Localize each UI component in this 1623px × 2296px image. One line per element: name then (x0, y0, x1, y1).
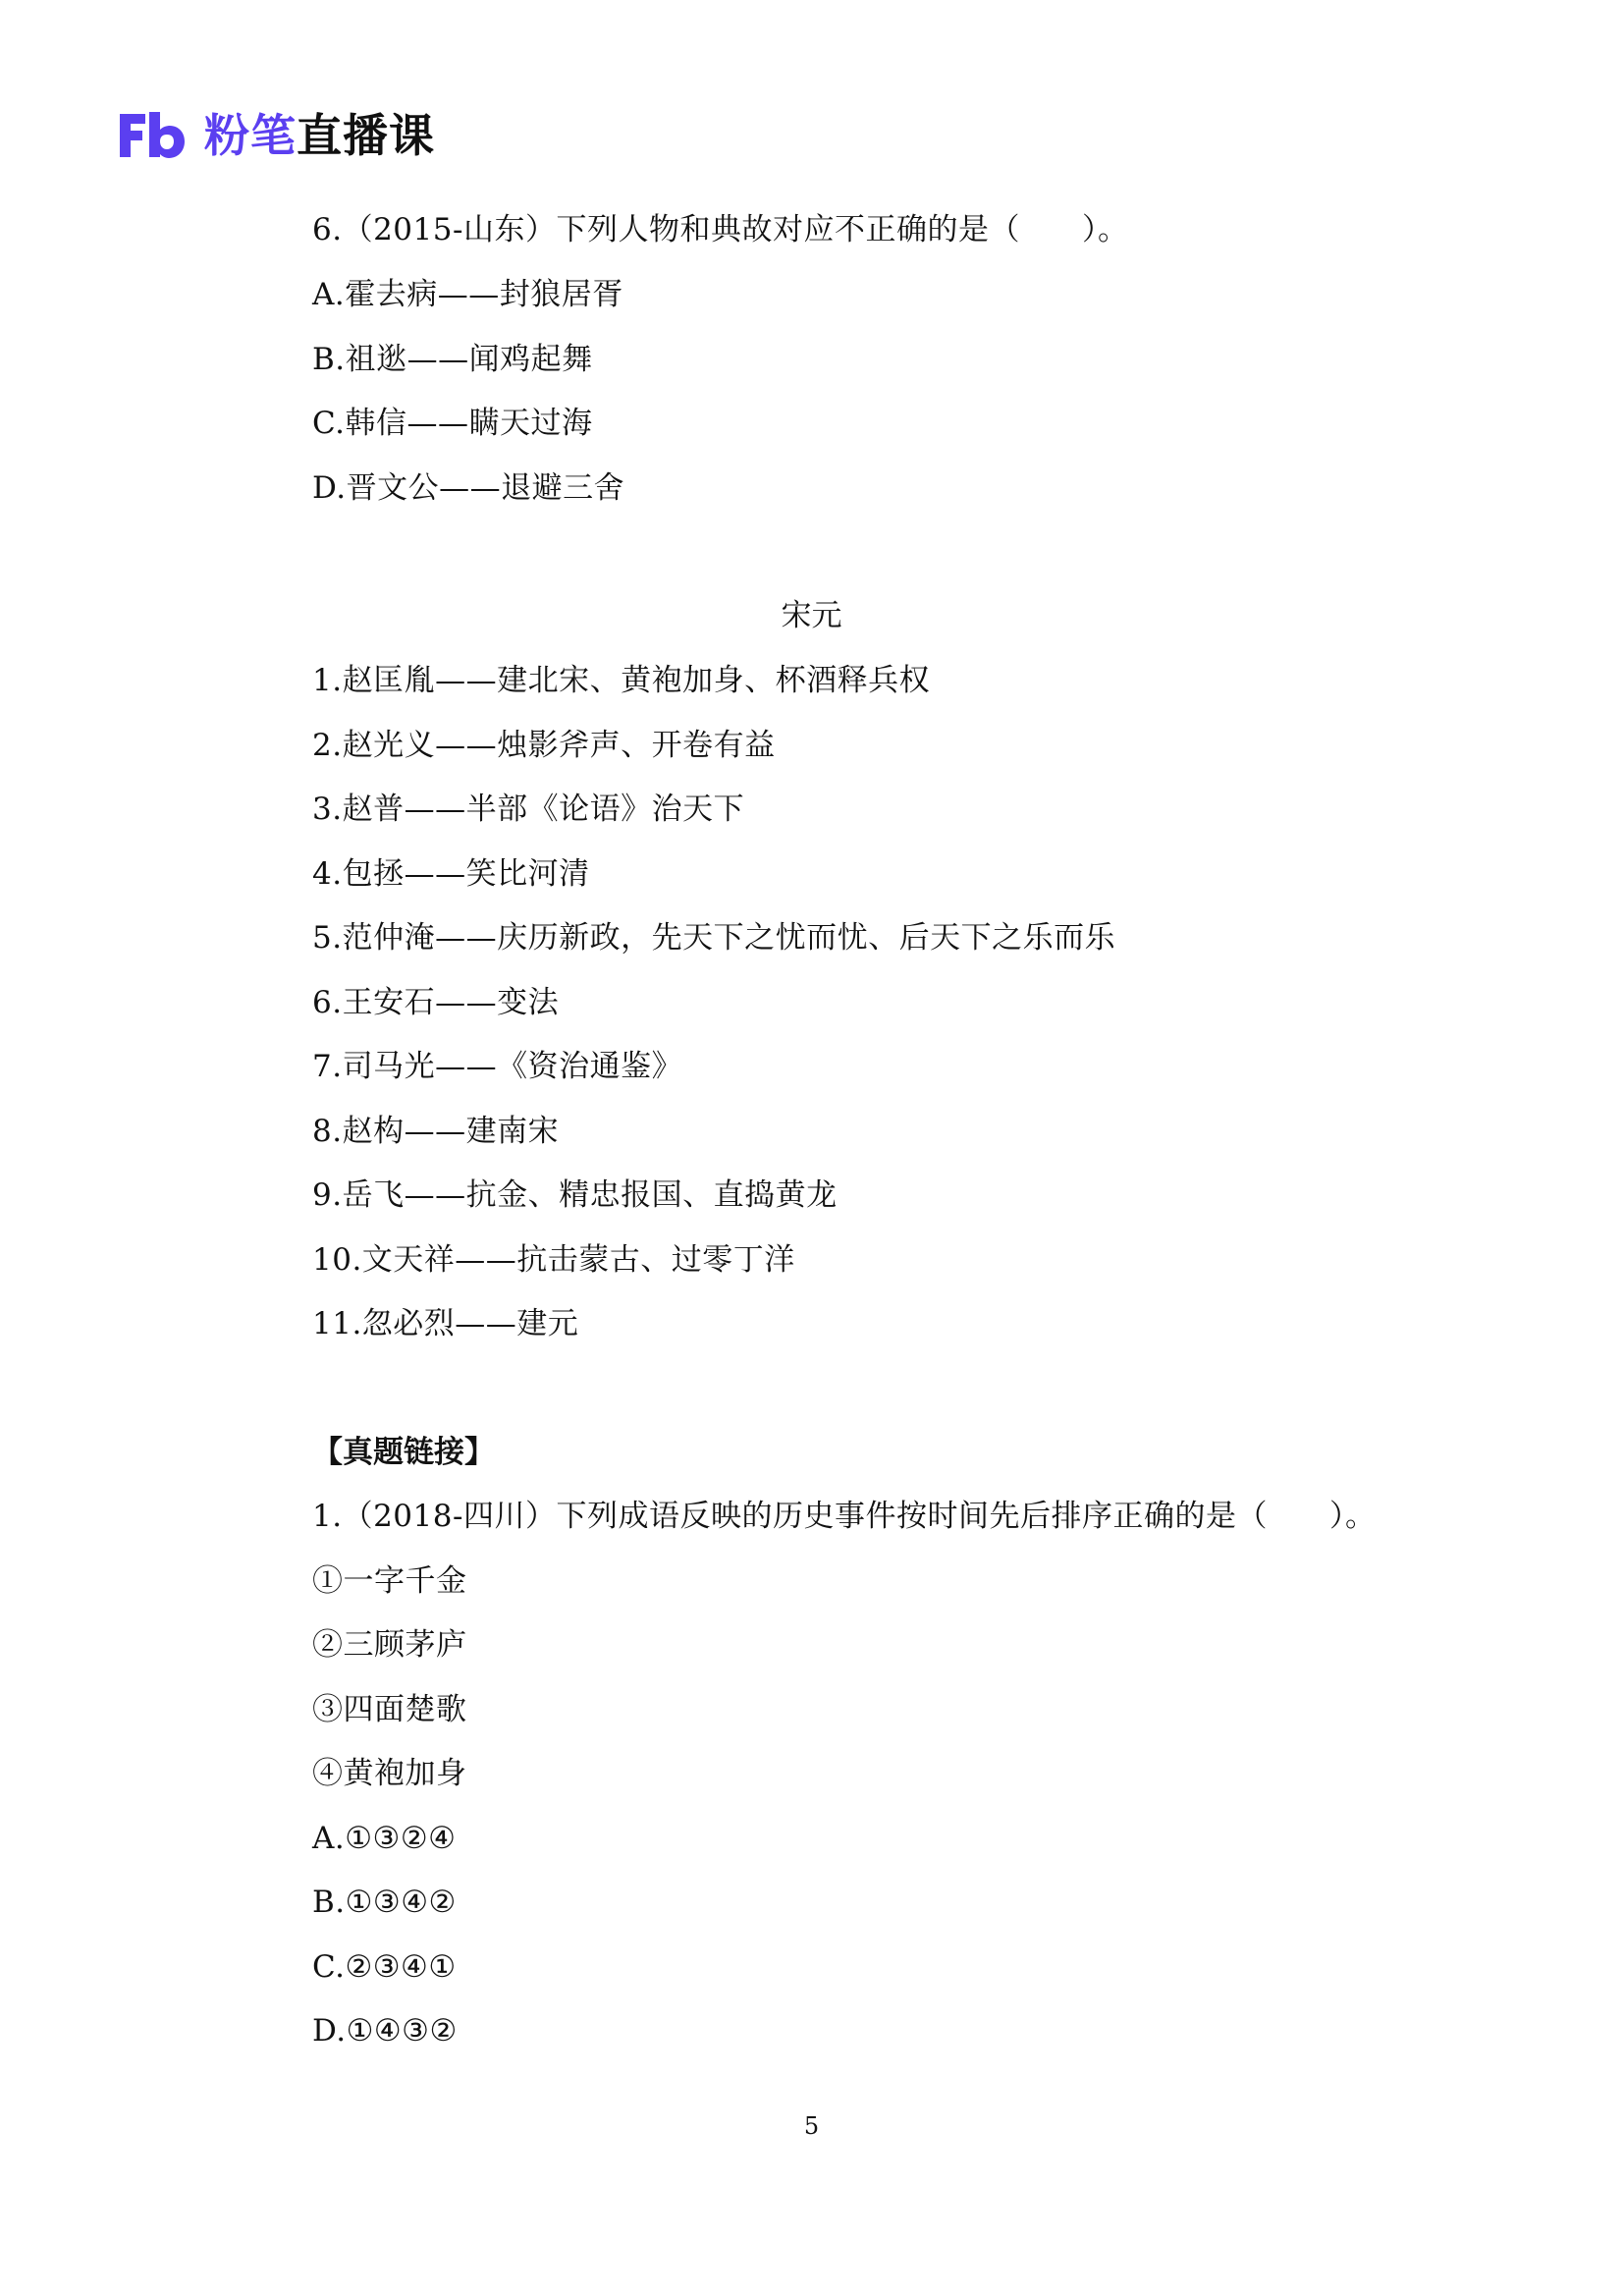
real-question1-item: ②三顾茅庐 (312, 1627, 467, 1663)
section-title-song-yuan: 宋元 (781, 598, 842, 633)
logo-brand: 粉笔 (204, 109, 297, 162)
real-question1-item: ④黄袍加身 (312, 1756, 467, 1791)
list-item: 1.赵匡胤——建北宋、黄袍加身、杯酒释兵权 (312, 663, 931, 698)
real-questions-title: 【真题链接】 (312, 1435, 495, 1470)
question6-option-b: B.祖逖——闻鸡起舞 (312, 342, 593, 377)
real-question1-option-c: C.②③④① (312, 1949, 457, 1985)
question6-option-d: D.晋文公——退避三舍 (312, 470, 625, 506)
fb-logo-icon (116, 110, 187, 161)
real-question1-item: ①一字千金 (312, 1563, 467, 1599)
list-item: 3.赵普——半部《论语》治天下 (312, 792, 745, 827)
list-item: 2.赵光义——烛影斧声、开卷有益 (312, 728, 776, 763)
real-question1-option-b: B.①③④② (312, 1885, 457, 1920)
list-item: 8.赵构——建南宋 (312, 1114, 560, 1149)
logo-text (204, 106, 435, 165)
real-question1-stem: 1.（2018-四川）下列成语反映的历史事件按时间先后排序正确的是（ ）。 (312, 1499, 1377, 1534)
logo-product: 直播课 (297, 109, 435, 162)
list-item: 11.忽必烈——建元 (312, 1306, 579, 1341)
list-item: 9.岳飞——抗金、精忠报国、直捣黄龙 (312, 1177, 838, 1213)
real-question1-option-d: D.①④③② (312, 2013, 458, 2049)
list-item: 6.王安石——变法 (312, 985, 560, 1020)
page-number: 5 (803, 2112, 820, 2140)
real-question1-item: ③四面楚歌 (312, 1692, 467, 1727)
list-item: 5.范仲淹——庆历新政，先天下之忧而忧、后天下之乐而乐 (312, 920, 1116, 956)
header-logo (116, 106, 435, 165)
list-item: 10.文天祥——抗击蒙古、过零丁洋 (312, 1242, 795, 1278)
list-item: 4.包拯——笑比河清 (312, 856, 590, 892)
question6-option-c: C.韩信——瞒天过海 (312, 406, 593, 441)
real-question1-option-a: A.①③②④ (312, 1821, 457, 1856)
question6-stem: 6.（2015-山东）下列人物和典故对应不正确的是（ ）。 (312, 212, 1129, 247)
question6-option-a: A.霍去病——封狼居胥 (312, 277, 623, 312)
list-item: 7.司马光——《资治通鉴》 (312, 1049, 683, 1084)
